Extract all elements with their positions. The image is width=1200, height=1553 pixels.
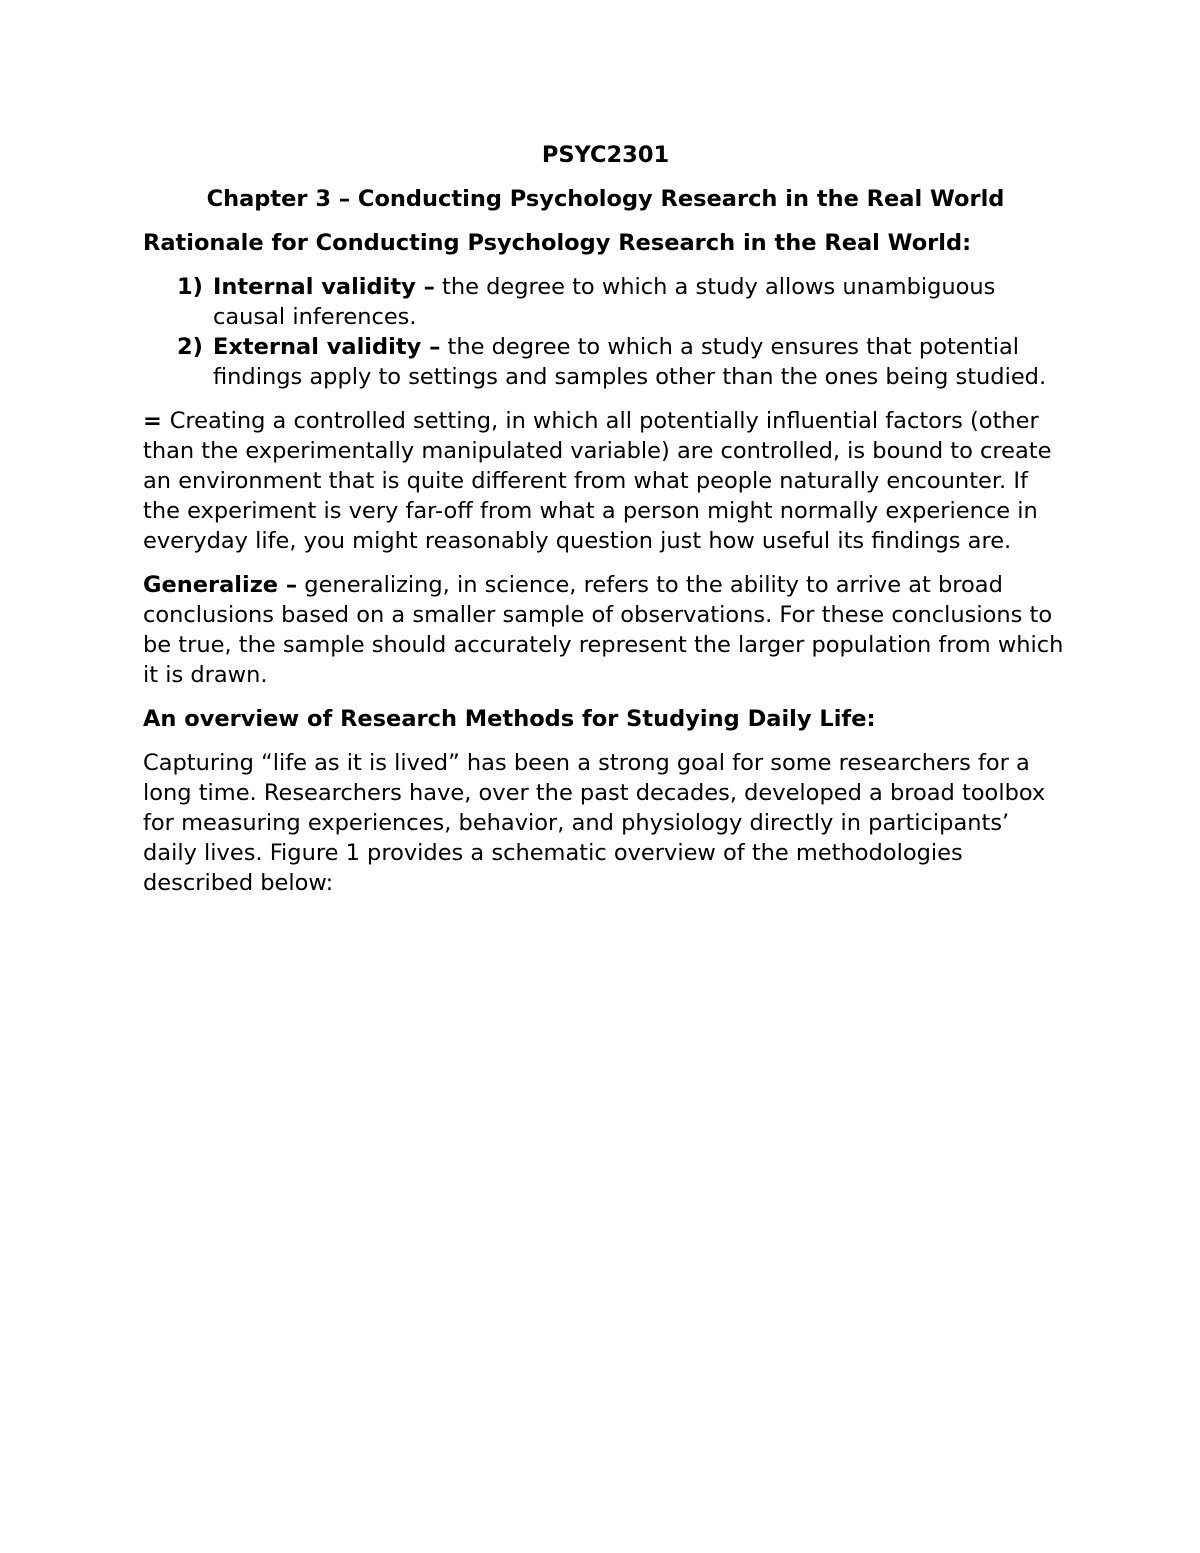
external-validity-definition: the degree to which a study ensures that potential findings apply to settings and samples other than the ones being studied. — [213, 334, 1047, 390]
controlled-setting-paragraph — [143, 406, 1068, 556]
chapter-title: Chapter 3 – Conducting Psychology Research in the Real World — [206, 186, 1005, 212]
equals-marker: = — [143, 408, 170, 434]
list-item — [143, 332, 1068, 392]
overview-heading: An overview of Research Methods for Studying Daily Life: — [143, 706, 876, 732]
internal-validity-term: Internal validity – — [213, 274, 435, 300]
list-item — [143, 272, 1068, 332]
generalize-term: Generalize – — [143, 572, 298, 598]
overview-paragraph: Capturing “life as it is lived” has been a strong goal for some researchers for a long time. Researchers have, over the past decades, developed a broad toolbox for measuring experiences, behavior, and physiology directly in participants’ daily lives. Figure 1 provides a schematic overview of the methodologies described below: — [143, 750, 1046, 896]
rationale-heading: Rationale for Conducting Psychology Research in the Real World: — [143, 230, 972, 256]
controlled-setting-text: Creating a controlled setting, in which all potentially influential factors (other than the experimentally manipulated variable) are controlled, is bound to create an environment that is quite different from what people naturally encounter. If the experiment is very far-off from what a person might normally experience in everyday life, you might reasonably question just how useful its findings are. — [143, 408, 1052, 554]
course-code: PSYC2301 — [541, 142, 670, 168]
external-validity-term: External validity – — [213, 334, 441, 360]
internal-validity-definition: the degree to which a study allows unambiguous causal inferences. — [213, 274, 996, 330]
list-item-number: 2) — [177, 334, 203, 360]
document-body — [143, 140, 1068, 912]
validity-list — [143, 272, 1068, 392]
list-item-number: 1) — [177, 274, 203, 300]
generalize-paragraph — [143, 570, 1068, 690]
generalize-definition: generalizing, in science, refers to the ability to arrive at broad conclusions based on a smaller sample of observations. For these conclusions to be true, the sample should accurately represent the larger population from which it is drawn. — [143, 572, 1064, 688]
